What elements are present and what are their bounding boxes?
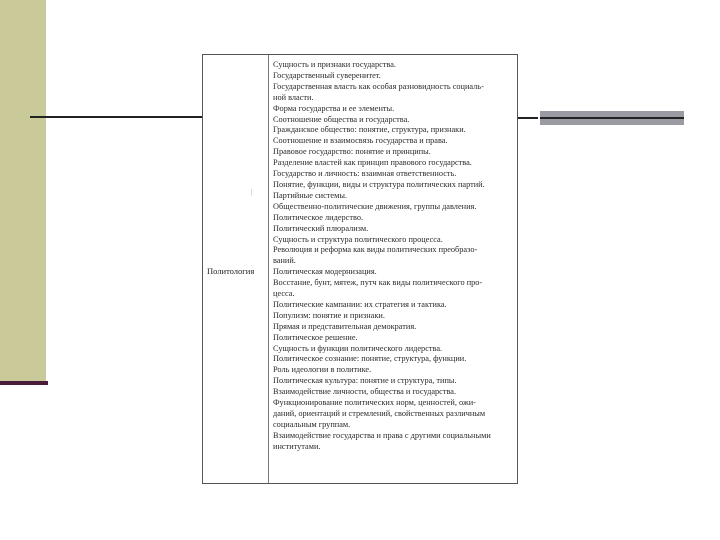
topic-item: социальным группам.: [273, 419, 351, 429]
row-marker: |: [251, 188, 253, 196]
topic-item: Партийные системы.: [273, 190, 348, 200]
topic-item: Функционирование политических норм, ценностей, ожи-: [273, 398, 476, 408]
topic-item: Соотношение и взаимосвязь государства и права.: [273, 136, 448, 146]
document-scan: [202, 54, 518, 484]
topic-item: Правовое государство: понятие и принципы.: [273, 147, 431, 157]
column-divider: [268, 55, 269, 483]
topic-item: ваний.: [273, 256, 296, 266]
topic-item: Политический плюрализм.: [273, 223, 369, 233]
topic-item: ной власти.: [273, 92, 314, 102]
topic-item: Государственный суверенитет.: [273, 70, 381, 80]
topic-item: даний, ориентаций и стремлений, свойственных различным: [273, 409, 486, 418]
topic-item: Политическое лидерство.: [273, 212, 364, 222]
topic-item: Государство и личность: взаимная ответственность.: [273, 169, 457, 179]
topic-item: Гражданское общество: понятие, структура, признаки.: [273, 125, 466, 135]
topic-item: Политические кампании: их стратегия и тактика.: [273, 299, 447, 309]
topic-item: Политическая модернизация.: [273, 267, 377, 277]
horizontal-rule-right: [518, 117, 538, 119]
topic-item: Политическая культура: понятие и структура, типы.: [273, 376, 457, 386]
topic-item: Общественно-политические движения, группы давления.: [273, 201, 477, 211]
left-accent-bar-edge: [0, 381, 48, 385]
left-accent-bar: [0, 0, 46, 383]
topic-item: Соотношение общества и государства.: [273, 114, 410, 124]
topic-item: Государственная власть как особая разновидность социаль-: [273, 81, 484, 91]
topic-item: Понятие, функции, виды и структура политических партий.: [273, 179, 485, 189]
topic-item: Роль идеологии в политике.: [273, 365, 372, 375]
topic-item: Разделение властей как принцип правового государства.: [273, 158, 472, 168]
topic-item: Сущность и структура политического процесса.: [273, 234, 443, 244]
topic-item: Популизм: понятие и признаки.: [273, 310, 385, 320]
horizontal-rule-left: [30, 116, 204, 118]
topic-item: Сущность и признаки государства.: [273, 60, 396, 69]
subject-label: Политология: [207, 266, 255, 276]
topic-item: Сущность и функции политического лидерства.: [273, 343, 443, 353]
topic-item: Революция и реформа как виды политических преобразо-: [273, 245, 478, 255]
topic-list: [273, 60, 517, 453]
topic-item: институтами.: [273, 441, 321, 451]
topic-item: Политическое решение.: [273, 332, 358, 342]
topic-item: Взаимодействие государства и права с другими социальными: [273, 430, 491, 440]
topic-item: Восстание, бунт, мятеж, путч как виды политического про-: [273, 278, 483, 288]
topic-item: Прямая и представительная демократия.: [273, 321, 417, 331]
topic-item: Взаимодействие личности, общества и государства.: [273, 387, 457, 397]
topic-item: цесса.: [273, 289, 295, 299]
topic-item: Политическое сознание: понятие, структура, функции.: [273, 354, 467, 364]
grey-accent-rule: [540, 117, 684, 119]
topic-item: Форма государства и ее элементы.: [273, 103, 395, 113]
